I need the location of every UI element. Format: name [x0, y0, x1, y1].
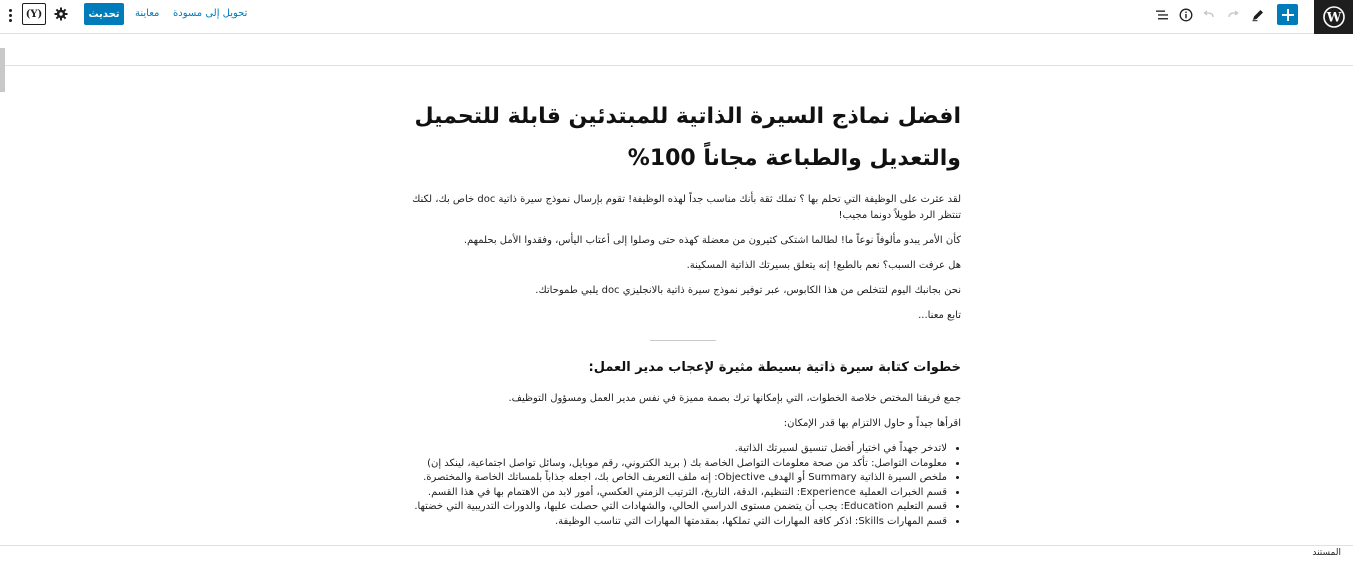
- section-heading[interactable]: خطوات كتابة سيرة ذاتية بسيطة مثيرة لإعجاب مدير العمل:: [588, 360, 961, 375]
- svg-text:W: W: [1326, 10, 1341, 26]
- editor-secondary-bar: [0, 34, 1353, 66]
- wordpress-logo-button[interactable]: [1314, 0, 1353, 34]
- ellipsis-dot: [9, 14, 12, 17]
- breadcrumb-document[interactable]: المستند: [1312, 548, 1341, 558]
- list-item[interactable]: • معلومات التواصل: تأكد من صحة معلومات التواصل الخاصة بك ( بريد الكتروني، رقم موبايل، وسائل تواصل اجتماعية، لينكد إن): [405, 457, 947, 472]
- info-icon: [1179, 8, 1193, 22]
- more-options-button[interactable]: [5, 6, 15, 24]
- settings-button[interactable]: [53, 6, 69, 22]
- add-block-button[interactable]: [1277, 4, 1298, 25]
- paragraph-block[interactable]: جمع فريقنا المختص خلاصة الخطوات، التي بإمكانها ترك بصمة مميزة في نفس مدير العمل ومسؤول التوظيف.: [508, 393, 961, 404]
- redo-icon: [1226, 8, 1240, 22]
- post-content: [405, 96, 961, 529]
- block-breadcrumb-bar: [0, 545, 1353, 561]
- ellipsis-vertical-icon: [9, 9, 12, 12]
- list-item[interactable]: • لاتدخر جهداً في اختيار أفضل تنسيق لسيرتك الذاتية.: [405, 442, 947, 457]
- post-title[interactable]: افضل نماذج السيرة الذاتية للمبتدئين قابلة للتحميل والتعديل والطباعة مجاناً 100%: [414, 104, 961, 171]
- yoast-seo-button[interactable]: [22, 3, 46, 25]
- scrollbar-thumb[interactable]: [0, 48, 5, 92]
- editor-top-toolbar: [0, 0, 1353, 34]
- pencil-icon: [1251, 8, 1265, 22]
- redo-button[interactable]: [1224, 6, 1242, 24]
- list-view-button[interactable]: [1153, 6, 1171, 24]
- list-item[interactable]: • قسم الخبرات العملية Experience: التنظيم، الدقة، التاريخ، الترتيب الزمني العكسي، أمور لابد من الاهتمام بها في هذا القسم.: [405, 486, 947, 501]
- list-item[interactable]: • ملخص السيرة الذاتية Summary أو الهدف Objective: إنه ملف التعريف الخاص بك، اجعله جذاباً بلمساتك الخاصة والمختصرة.: [405, 471, 947, 486]
- details-button[interactable]: [1177, 6, 1195, 24]
- plus-icon: [1282, 9, 1294, 21]
- paragraph-block[interactable]: لقد عثرت على الوظيفة التي تحلم بها ؟ تملك ثقة بأنك مناسب جداً لهذه الوظيفة! تقوم بإرسال نموذج سيرة ذاتية doc خاص بك، لكنك تنتظر الرد طويلاً دونما مجيب!: [412, 194, 961, 221]
- paragraph-block[interactable]: تابع معنا...: [918, 310, 961, 321]
- yoast-icon: (Y): [25, 8, 43, 20]
- preview-button[interactable]: معاينة: [135, 8, 160, 19]
- undo-icon: [1202, 8, 1216, 22]
- separator-block[interactable]: [650, 340, 716, 341]
- gear-icon: [54, 7, 68, 21]
- ellipsis-dot: [9, 19, 12, 22]
- paragraph-block[interactable]: اقرأها جيداً و حاول الالتزام بها قدر الإمكان:: [783, 418, 961, 429]
- list-item[interactable]: • قسم المهارات Skills: اذكر كافة المهارات التي تملكها، بمقدمتها المهارات التي تناسب الوظيفة.: [405, 515, 947, 530]
- list-block[interactable]: [405, 442, 961, 529]
- paragraph-block[interactable]: هل عرفت السبب؟ نعم بالطبع! إنه يتعلق بسيرتك الذاتية المسكينة.: [686, 260, 961, 271]
- switch-to-draft-button[interactable]: تحويل إلى مسودة: [173, 8, 248, 19]
- edit-tools-button[interactable]: [1249, 6, 1267, 24]
- undo-button[interactable]: [1200, 6, 1218, 24]
- list-item[interactable]: • قسم التعليم Education: يجب أن يتضمن مستوى الدراسي الحالي، والشهادات التي حصلت عليها، والدورات التدريبية التي خضتها.: [405, 500, 947, 515]
- list-view-icon: [1155, 8, 1169, 22]
- paragraph-block[interactable]: نحن بجانبك اليوم لتتخلص من هذا الكابوس، عبر توفير نموذج سيرة ذاتية بالانجليزي doc يلبي طموحاتك.: [535, 285, 961, 296]
- wordpress-logo-icon: [1323, 6, 1345, 28]
- update-button[interactable]: تحديث: [84, 3, 124, 25]
- paragraph-block[interactable]: كأن الأمر يبدو مألوفاً نوعاً ما! لطالما اشتكى كثيرون من معضلة كهذه حتى وصلوا إلى أعتاب اليأس، وفقدوا الأمل بحلمهم.: [463, 235, 961, 246]
